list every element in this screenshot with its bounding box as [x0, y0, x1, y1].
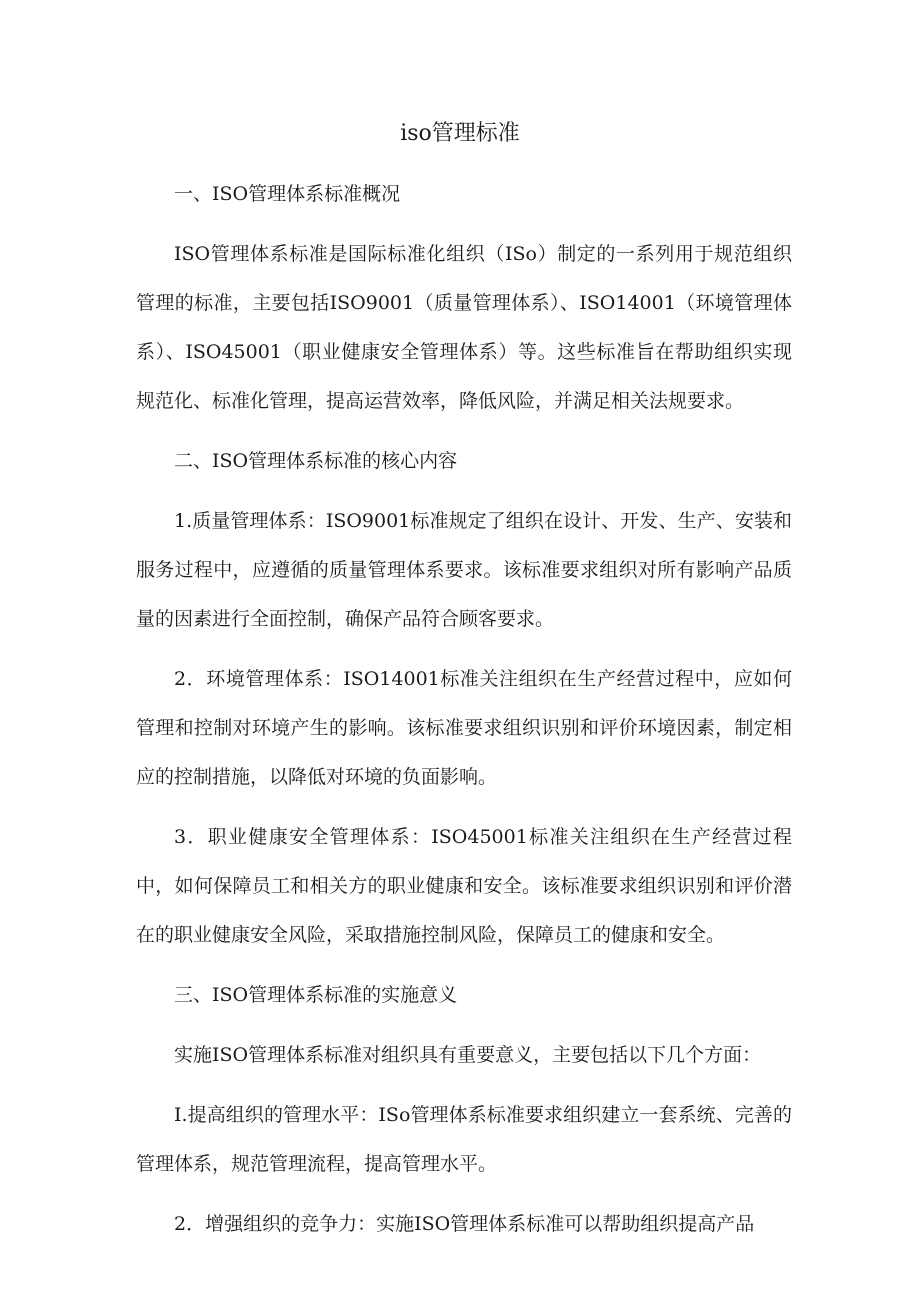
document-body: [136, 170, 792, 1260]
document-title: iso管理标准: [400, 121, 520, 146]
paragraph-management-level: I.提高组织的管理水平：ISo管理体系标准要求组织建立一套系统、完善的管理体系，规范管理流程，提高管理水平。: [136, 1104, 792, 1175]
section-heading-overview: 一、ISO管理体系标准概况: [174, 183, 401, 205]
paragraph-environmental-management: 2．环境管理体系：ISO14001标准关注组织在生产经营过程中，应如何管理和控制对环境产生的影响。该标准要求组织识别和评价环境因素，制定相应的控制措施，以降低对环境的负面影响。: [136, 668, 792, 788]
paragraph-occupational-health-safety: 3．职业健康安全管理体系：ISO45001标准关注组织在生产经营过程中，如何保障员工和相关方的职业健康和安全。该标准要求组织识别和评价潜在的职业健康安全风险，采取措施控制风险，保障员工的健康和安全。: [136, 826, 792, 946]
section-heading-core-content: 二、ISO管理体系标准的核心内容: [174, 450, 458, 472]
paragraph-quality-management: 1.质量管理体系：ISO9001标准规定了组织在设计、开发、生产、安装和服务过程中，应遵循的质量管理体系要求。该标准要求组织对所有影响产品质量的因素进行全面控制，确保产品符合顾客要求。: [136, 510, 792, 630]
paragraph-competitiveness: 2．增强组织的竞争力：实施ISO管理体系标准可以帮助组织提高产品: [174, 1213, 755, 1235]
paragraph-overview: ISO管理体系标准是国际标准化组织（ISo）制定的一系列用于规范组织管理的标准，主要包括ISO9001（质量管理体系）、ISO14001（环境管理体系）、ISO45001（职业健康安全管理体系）等。这些标准旨在帮助组织实现规范化、标准化管理，提高运营效率，降低风险，并满足相关法规要求。: [136, 243, 792, 412]
paragraph-significance-intro: 实施ISO管理体系标准对组织具有重要意义，主要包括以下几个方面：: [174, 1044, 762, 1066]
section-heading-significance: 三、ISO管理体系标准的实施意义: [174, 984, 458, 1006]
